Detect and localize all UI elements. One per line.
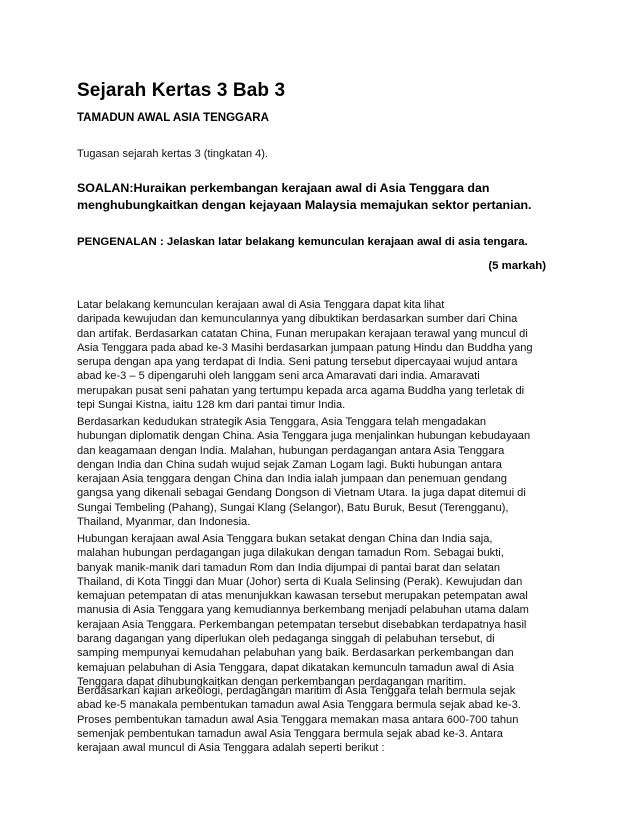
- question-line: menghubungkaitkan dengan kejayaan Malaysia memajukan sektor pertanian.: [77, 198, 532, 212]
- assignment-intro: Tugasan sejarah kertas 3 (tingkatan 4).: [77, 148, 268, 160]
- paragraph-line: samping mempunyai kemudahan pelabuhan yang baik. Berdasarkan perkembangan dan: [77, 647, 514, 660]
- paragraph-line: kemajuan pelabuhan di Asia Tenggara, dapat dikatakan kemunculn tamadun awal di Asia: [77, 661, 515, 674]
- paragraph-line: Latar belakang kemunculan kerajaan awal di Asia Tenggara dapat kita lihat: [77, 299, 445, 311]
- paragraph-line: kerajaan Asia tenggara dengan China dan India ialah jumpaan dan penemuan gendang: [77, 473, 507, 486]
- paragraph-line: abad ke-5 manakala pembentukan tamadun awal Asia Tenggara bermula sejak abad ke-3.: [77, 699, 521, 712]
- paragraph-line: manusia di Asia Tenggara yang kemudiannya berkembang menjadi pelabuhan utama dalam: [77, 604, 529, 617]
- paragraph-line: Proses pembentukan tamadun awal Asia Tenggara memakan masa antara 600-700 tahun: [77, 713, 519, 726]
- paragraph-line: serupa dengan apa yang terdapat di India. Seni patung tersebut dipercayaai wujud antara: [77, 356, 518, 369]
- paragraph-line: dan keagamaan dengan India. Malahan, hubungan perdagangan antara Asia Tenggara: [77, 444, 505, 457]
- paragraph-line: abad ke-3 – 5 dipengaruhi oleh langgam seni arca Amaravati dari india. Amaravati: [77, 370, 480, 383]
- paragraph-line: malahan hubungan perdagangan juga dilakukan dengan tamadun Rom. Sebagai bukti,: [77, 547, 504, 560]
- paragraph-line: kemajuan petempatan di atas menunjukkan kawasan tersebut merupakan petempatan awal: [77, 590, 528, 603]
- paragraph-2: [77, 415, 567, 529]
- paragraph-line: dan artifak. Berdasarkan catatan China, Funan merupakan kerajaan terawal yang muncul di: [77, 327, 528, 340]
- paragraph-line: Tenggara dapat dihubungkaitkan dengan perkembangan perdagangan maritim.: [77, 675, 467, 688]
- paragraph-line: Thailand, Myanmar, dan Indonesia.: [77, 516, 251, 529]
- paragraph-line: Thailand, di Kota Tinggi dan Muar (Johor) serta di Kuala Selinsing (Perak). Kewujudan dan: [77, 575, 523, 588]
- paragraph-line: kerajaan Asia Tenggara. Perkembangan petempatan tersebut disebabkan terdapatnya hasil: [77, 618, 527, 631]
- paragraph-4: [77, 684, 567, 755]
- paragraph-line: kerajaan awal muncul di Asia Tenggara adalah seperti berikut :: [77, 742, 385, 755]
- paragraph-line: banyak manik-manik dari tamadun Rom dan India dijumpai di pantai barat dan selatan: [77, 561, 501, 574]
- paragraph-line: hubungan diplomatik dengan China. Asia Tenggara juga menjalinkan hubungan kebudayaan: [77, 430, 531, 443]
- paragraph-line: barang dagangan yang diperlukan oleh pedaganga singgah di pelabuhan tersebut, di: [77, 633, 495, 646]
- paragraph-line: Asia Tenggara pada abad ke-3 Masihi berdasarkan jumpaan patung Hindu dan Buddha yang: [77, 341, 533, 354]
- question-line: SOALAN:Huraikan perkembangan kerajaan awal di Asia Tenggara dan: [77, 181, 490, 195]
- question-heading: [77, 180, 567, 214]
- paragraph-line: Hubungan kerajaan awal Asia Tenggara bukan setakat dengan China dan India saja,: [77, 533, 493, 545]
- paragraph-line: tepi Sungai Kistna, iaitu 128 km dari pantai timur India.: [77, 399, 346, 412]
- document-subtitle: TAMADUN AWAL ASIA TENGGARA: [77, 112, 269, 124]
- paragraph-1: [77, 298, 567, 412]
- document-title: Sejarah Kertas 3 Bab 3: [77, 80, 286, 101]
- paragraph-line: dengan India dan China sudah wujud sejak Zaman Logam lagi. Bukti hubungan antara: [77, 458, 502, 471]
- paragraph-line: Berdasarkan kajian arkeologi, perdagangan maritim di Asia Tenggara telah bermula sejak: [77, 685, 516, 697]
- introduction-prompt: PENGENALAN : Jelaskan latar belakang kemunculan kerajaan awal di asia tengara.: [77, 236, 528, 248]
- marks-label: (5 markah): [488, 260, 546, 272]
- paragraph-line: Berdasarkan kedudukan strategik Asia Tenggara, Asia Tenggara telah mengadakan: [77, 416, 487, 428]
- paragraph-line: merupakan pusat seni pahatan yang tertumpu kepada arca agama Buddha yang terletak di: [77, 384, 525, 397]
- paragraph-line: Sungai Tembeling (Pahang), Sungai Klang (Selangor), Batu Buruk, Besut (Terengganu),: [77, 501, 509, 514]
- paragraph-3: [77, 532, 567, 689]
- paragraph-line: daripada kewujudan dan kemunculannya yang dibuktikan berdasarkan sumber dari China: [77, 313, 518, 326]
- paragraph-line: gangsa yang dikenali sebagai Gendang Dongson di Vietnam Utara. Ia juga dapat ditemui di: [77, 487, 526, 500]
- paragraph-line: semenjak pembentukan tamadun awal Asia Tenggara bermula sejak abad ke-3. Antara: [77, 727, 503, 740]
